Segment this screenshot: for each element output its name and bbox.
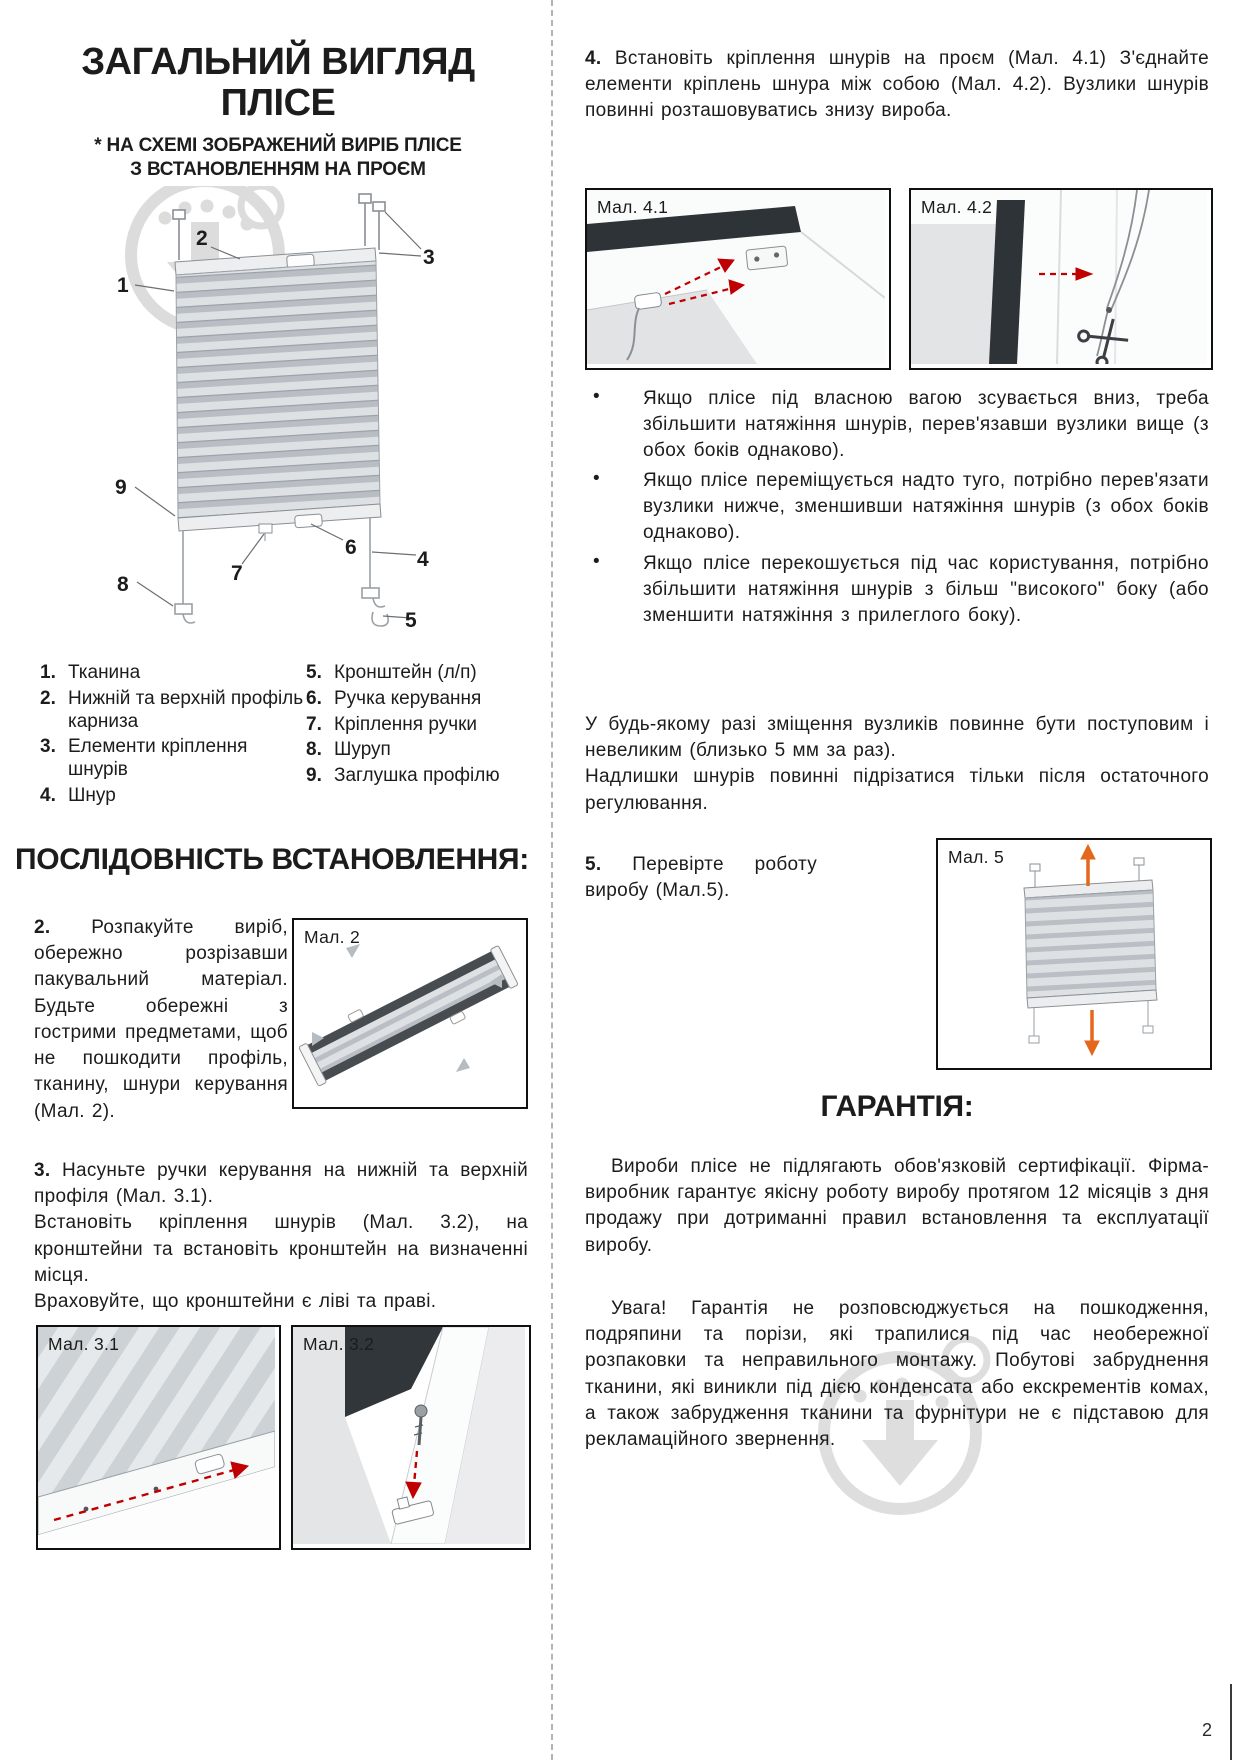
callout-1: 1 [117, 274, 129, 297]
page-title [28, 42, 528, 123]
page-subtitle-line1: * НА СХЕМІ ЗОБРАЖЕНИЙ ВИРІБ ПЛІСЕ [94, 135, 462, 156]
legend-item-6: 6. Ручка керування [306, 687, 482, 709]
wall [911, 224, 997, 364]
cords-and-brackets [175, 517, 388, 626]
callout-2: 2 [196, 227, 208, 250]
step-5-number: 5. [585, 854, 602, 875]
legend-item-5: 5. Кронштейн (л/п) [306, 662, 477, 683]
bullet-item-2: • Якщо плісе переміщується надто туго, потрібно перев'язати вузлики нижче, зменшивши натяжіння шнурів (з обох боків однаково). [585, 468, 1209, 545]
rolled-blind [296, 940, 521, 1092]
legend [40, 662, 538, 811]
figure-4-1-label: Мал. 4.1 [597, 197, 669, 217]
adjustment-summary: У будь-якому разі зміщення вузликів повинне бути поступовим і невеликим (близько 5 мм за раз). Надлишки шнурів повинні підрізатися тільки після остаточного регулювання. [585, 714, 1209, 814]
legend-item-3: 3. Елементи кріплення шнурів [40, 736, 248, 781]
page-title-line2: ПЛІСЕ [220, 81, 336, 124]
bullet-marker: • [593, 468, 600, 490]
callout-5: 5 [405, 609, 417, 632]
figure-2 [292, 918, 528, 1109]
figure-5 [936, 838, 1212, 1070]
step-5-text: 5. Перевірте роботу виробу (Мал.5). [585, 854, 817, 902]
figure-5-label: Мал. 5 [948, 847, 1004, 867]
legend-column-2 [306, 662, 538, 811]
page-subtitle [28, 134, 528, 183]
bullet-marker: • [593, 550, 600, 572]
callout-3: 3 [423, 246, 435, 269]
adjustment-notes [585, 386, 1209, 633]
page-edge-rule [1230, 1684, 1232, 1760]
legend-item-1: 1. Тканина [40, 662, 141, 683]
warranty-paragraph-1: Вироби плісе не підлягають обов'язковій сертифікації. Фірма-виробник гарантує якісну роботу виробу протягом 12 місяців з дня продажу при дотриманні правил встановлення та експлуатації виробу. [585, 1156, 1209, 1256]
step-4-text: 4. Встановіть кріплення шнурів на проєм (Мал. 4.1) З'єднайте елементи кріплень шнура між собою (Мал. 4.2). Вузлики шнурів повинні розташовуватись знизу вироба. [585, 48, 1209, 122]
figure-3-1 [36, 1325, 281, 1550]
column-divider [551, 0, 553, 1760]
legend-column-1 [40, 662, 306, 811]
figure-3-1-drawing [38, 1327, 275, 1544]
figure-4-1 [585, 188, 891, 370]
legend-item-4: 4. Шнур [40, 784, 116, 806]
page-title-line1: ЗАГАЛЬНИЙ ВИГЛЯД [81, 41, 475, 83]
sequence-heading: ПОСЛІДОВНІСТЬ ВСТАНОВЛЕННЯ: [14, 843, 529, 876]
legend-item-2: 2. Нижній та верхній профіль карниза [40, 687, 304, 732]
cord-bracket [746, 246, 788, 270]
callout-9: 9 [115, 476, 127, 499]
warranty-paragraph-2: Увага! Гарантія не розповсюджується на пошкодження, подряпини та порізи, які трапилися під час необережної розпаковки та неправильного монтажу. Побутові забруднення тканини, які виникли під дією конденсата або екскрементів комах, а також забрудження тканини та фурнітури не є підставою для рекламаційного звернення. [585, 1298, 1209, 1451]
blind-overview-diagram [55, 186, 530, 656]
page-subtitle-line2: З ВСТАНОВЛЕННЯМ НА ПРОЄМ [130, 159, 426, 181]
figure-3-1-label: Мал. 3.1 [48, 1334, 120, 1354]
figure-3-2 [291, 1325, 531, 1550]
callout-7: 7 [231, 562, 243, 585]
step-4-number: 4. [585, 48, 602, 69]
figure-2-label: Мал. 2 [304, 927, 360, 947]
figure-5-drawing [938, 840, 1206, 1064]
callout-6: 6 [345, 536, 357, 559]
step-3-number: 3. [34, 1160, 51, 1181]
bullet-marker: • [593, 386, 600, 407]
step-2-number: 2. [34, 917, 51, 938]
legend-item-7: 7. Кріплення ручки [306, 713, 478, 735]
bullet-item-3: • Якщо плісе перекошується під час користування, потрібно збільшити натяжіння шнурів з більш "високого" боку (або зменшити натяжіння з прилеглого боку). [585, 551, 1209, 628]
orange-arrow-down [1085, 1010, 1099, 1055]
step-2-text: 2. Розпакуйте виріб, обережно розрізавши пакувальний матеріал. Будьте обережні з гострими предметами, щоб не пошкодити профіль, тканину, шнури керування (Мал. 2). [34, 917, 288, 1122]
page-number: 2 [1202, 1720, 1213, 1740]
figure-3-2-label: Мал. 3.2 [303, 1334, 375, 1354]
bullet-item-1: • Якщо плісе під власною вагою зсувається вниз, треба збільшити натяжіння шнурів, перев'язавши вузлики вище (з обох боків однаково). [585, 386, 1209, 463]
pleated-fabric [176, 261, 380, 518]
legend-item-8: 8. Шуруп [306, 739, 391, 761]
warranty-heading: ГАРАНТІЯ: [820, 1090, 974, 1123]
cord-knot [1106, 307, 1112, 313]
callout-8: 8 [117, 573, 129, 596]
figure-3-2-drawing [293, 1327, 525, 1544]
orange-arrow-up [1081, 845, 1095, 886]
bottom-handle [295, 514, 323, 528]
figure-4-2-label: Мал. 4.2 [921, 197, 993, 217]
legend-item-9: 9. Заглушка профілю [306, 765, 500, 787]
step-3-text: 3. Насуньте ручки керування на нижній та верхній профіля (Мал. 3.1). Встановіть кріплення шнурів (Мал. 3.2), на кронштейни та встановіть кронштейн на визначенні місця. Враховуйте, що кронштейни є ліві та праві. [34, 1160, 528, 1313]
pleated-fabric [1025, 890, 1156, 998]
callout-4: 4 [417, 548, 429, 571]
figure-4-2 [909, 188, 1213, 370]
